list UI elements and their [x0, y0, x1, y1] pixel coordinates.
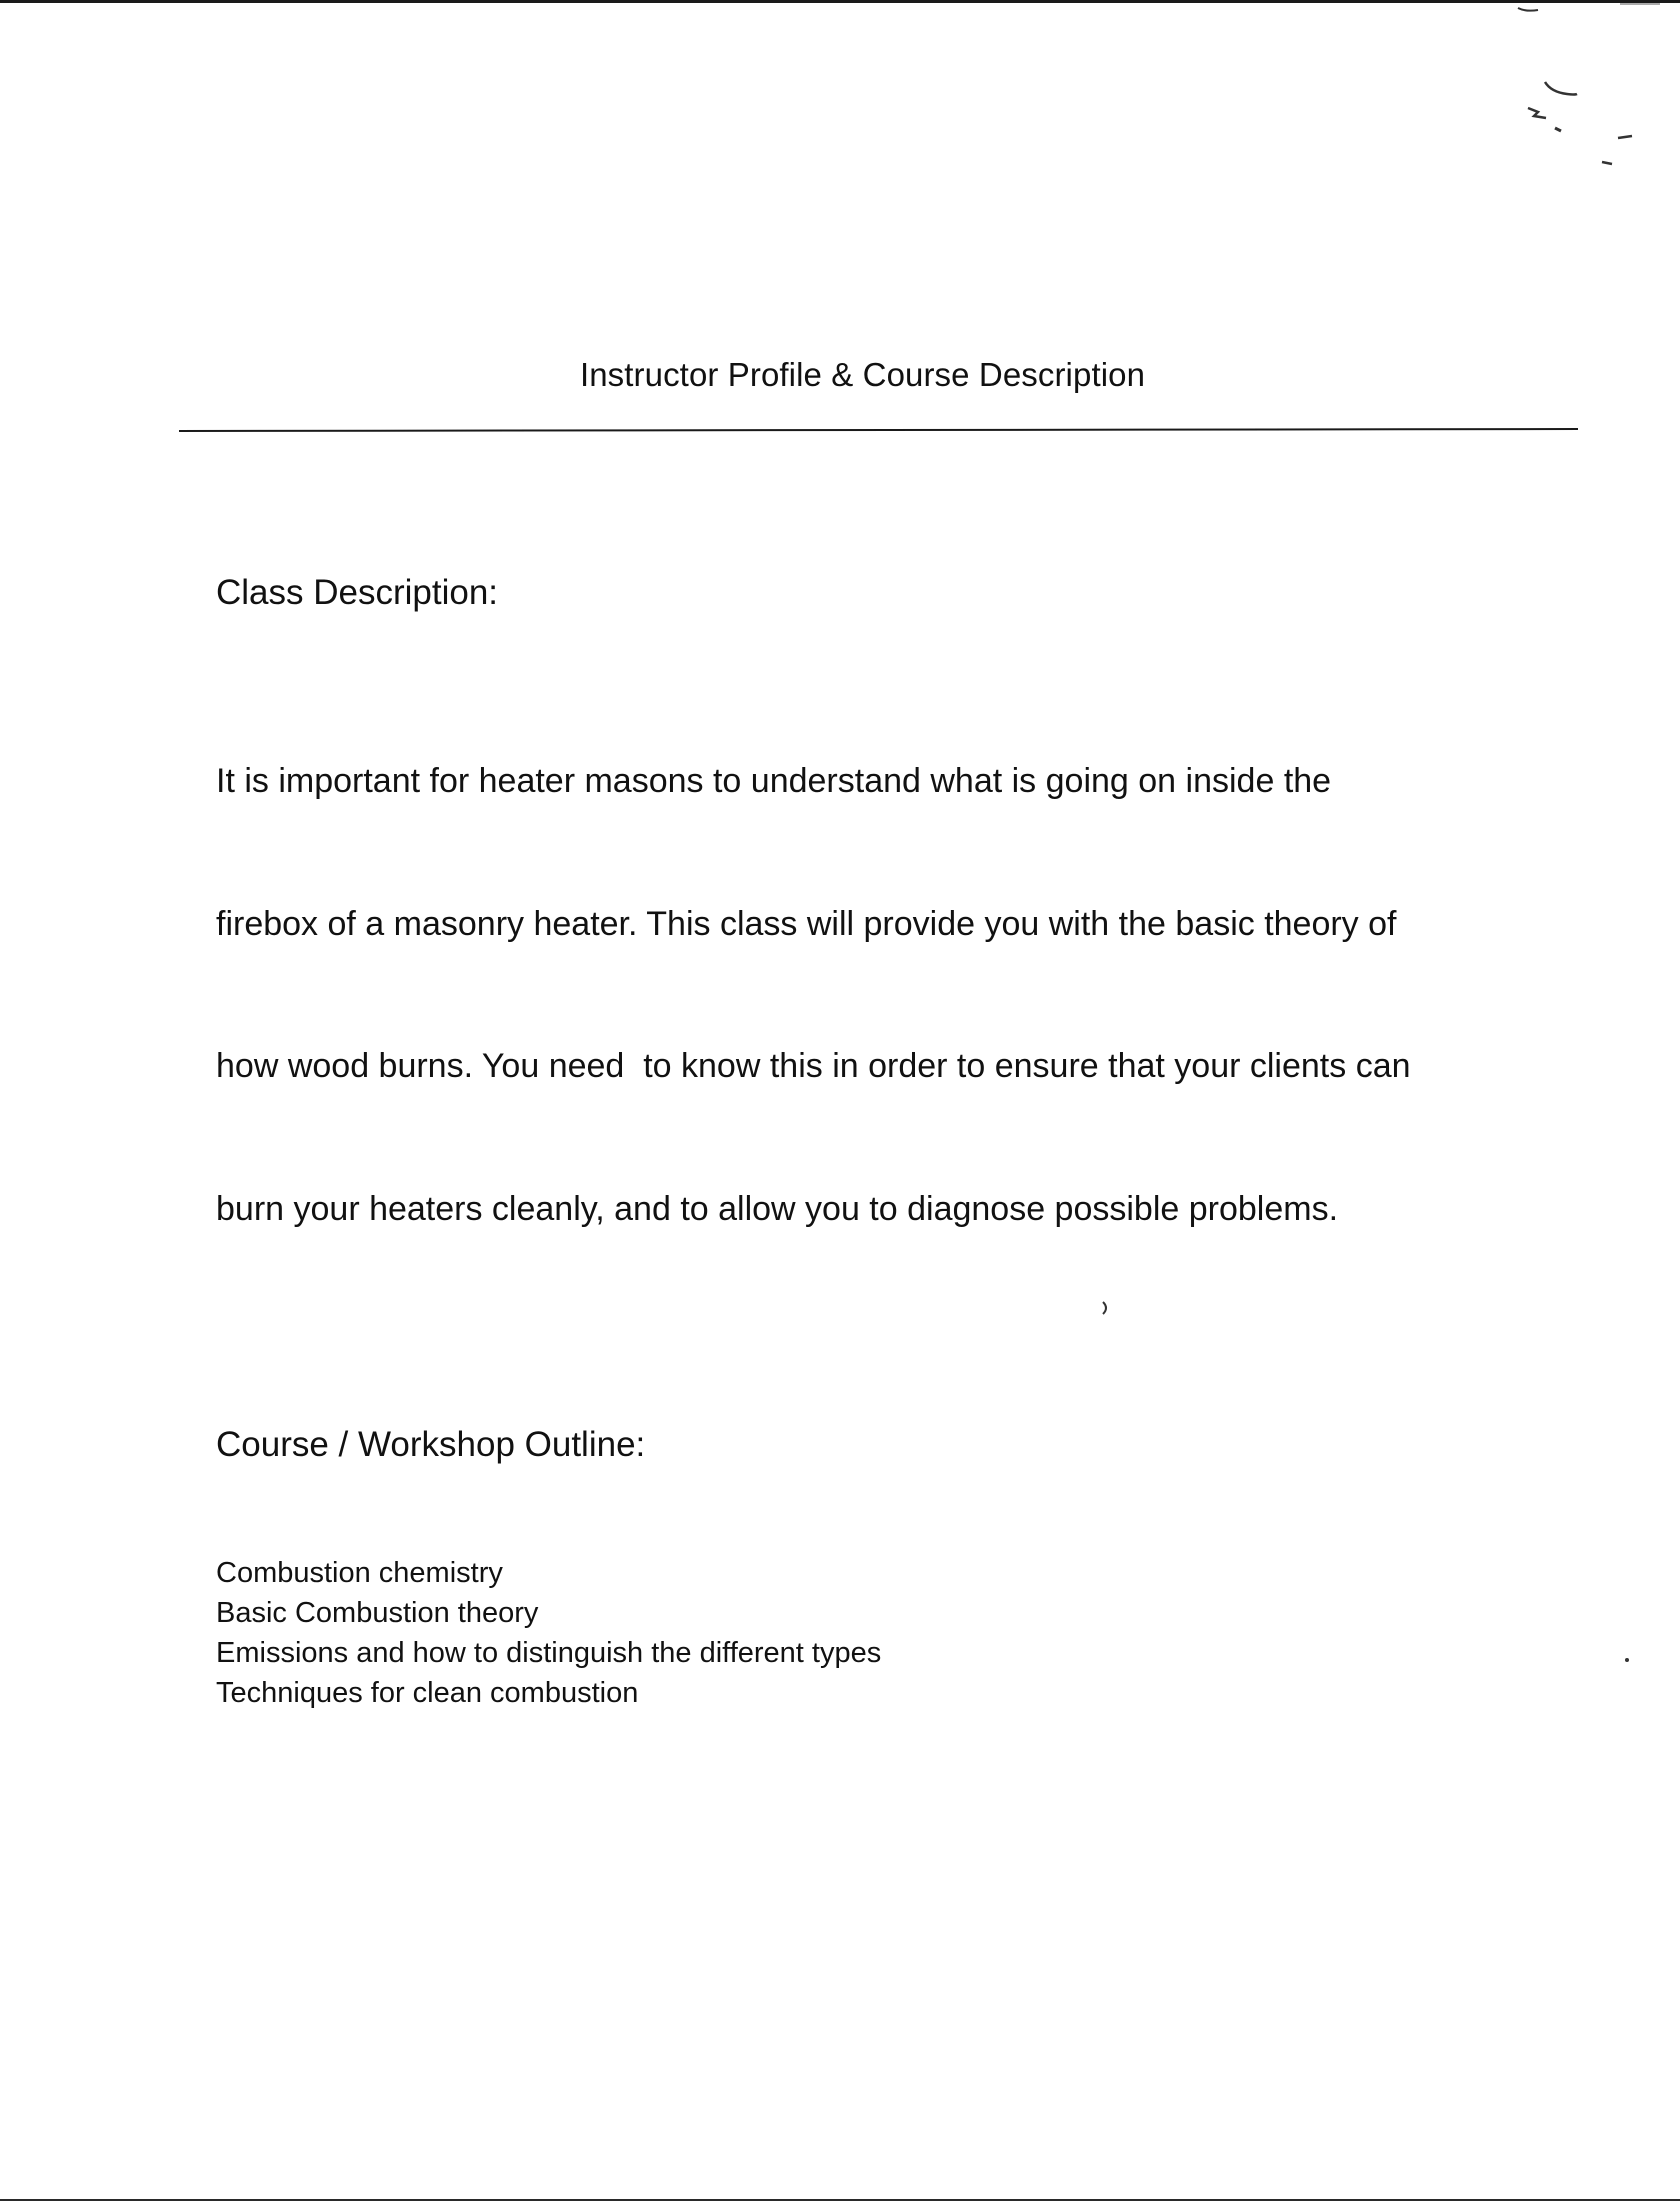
- scan-edge-bottom: [0, 2199, 1680, 2201]
- outline-list: [216, 1553, 881, 1713]
- class-description-heading: Class Description:: [216, 573, 499, 612]
- paragraph-line: burn your heaters cleanly, and to allow you to diagnose possible problems.: [216, 1189, 1339, 1228]
- class-description-paragraph: [216, 663, 1556, 1328]
- outline-item: Emissions and how to distinguish the different types: [216, 1637, 882, 1669]
- paragraph-line: It is important for heater masons to understand what is going on inside the: [216, 762, 1332, 800]
- document-title: Instructor Profile & Course Description: [579, 356, 1146, 393]
- title-divider: [179, 428, 1578, 432]
- outline-item: Techniques for clean combustion: [216, 1677, 639, 1709]
- paragraph-line: firebox of a masonry heater. This class will provide you with the basic theory of: [216, 904, 1397, 943]
- outline-item: Basic Combustion theory: [216, 1597, 539, 1629]
- scan-edge-top: [0, 0, 1680, 3]
- outline-item: Combustion chemistry: [216, 1557, 503, 1589]
- outline-heading: Course / Workshop Outline:: [216, 1425, 646, 1464]
- paragraph-line: how wood burns. You need to know this in order to ensure that your clients can: [216, 1047, 1411, 1085]
